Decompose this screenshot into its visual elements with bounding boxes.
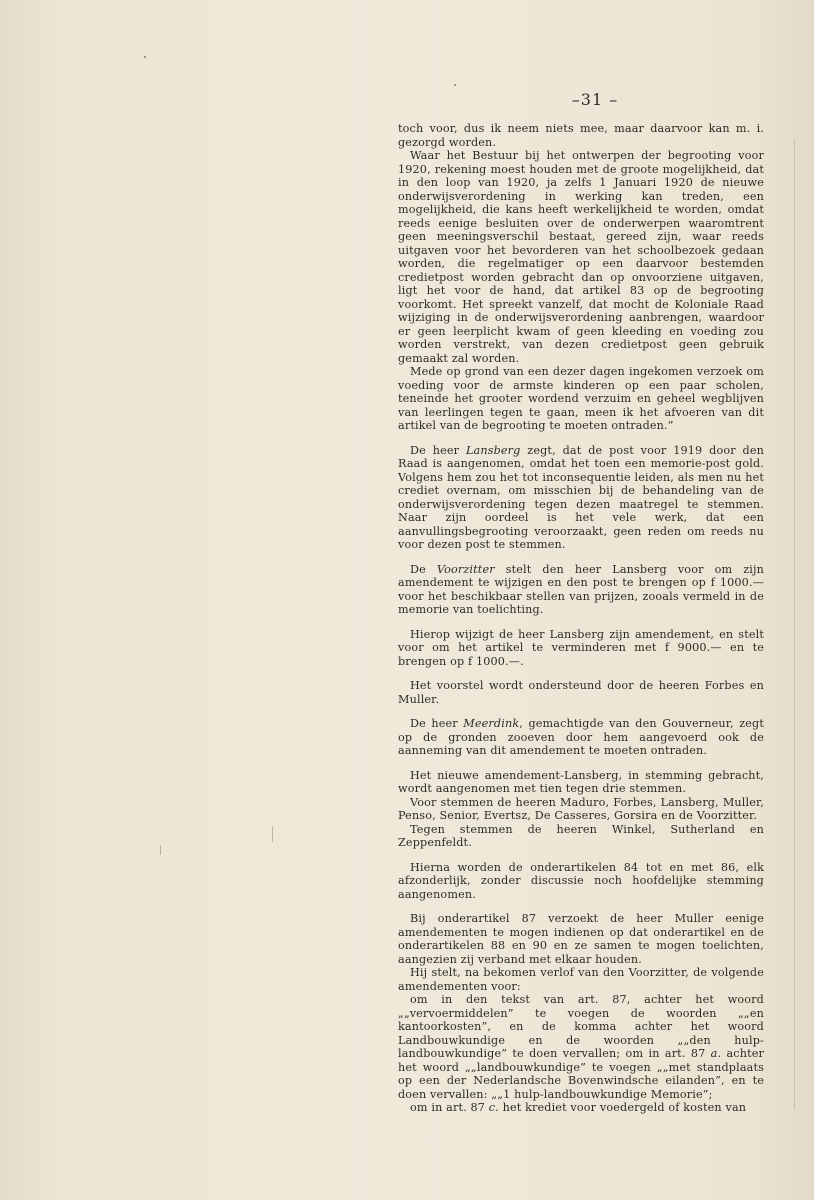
paragraph: Voor stemmen de heeren Maduro, Forbes, Lansberg, Muller, Penso, Senior, Evertsz, De Casseres, Gorsira en de Voorzitter. xyxy=(398,795,764,822)
paragraph: Het nieuwe amendement-Lansberg, in stemming gebracht, wordt aangenomen met tien tegen drie stemmen. xyxy=(398,768,764,795)
page-edge-shadow xyxy=(794,140,795,1110)
page-number: –31 – xyxy=(571,90,619,109)
paragraph: De Voorzitter stelt den heer Lansberg voor om zijn amendement te wijzigen en den post te brengen op f 1000.— voor het beschikbaar stellen van prijzen, zooals vermeld in de memorie van toelichting. xyxy=(398,562,764,616)
speaker-name: Voorzitter xyxy=(436,562,495,576)
speaker-name: Meerdink xyxy=(463,717,520,730)
paper-mark xyxy=(160,845,161,855)
paragraph: De heer Lansberg zegt, dat de post voor 1919 door den Raad is aangenomen, omdat het toen een memorie-post gold. Volgens hem zou het tot inconsequentie leiden, als men nu het crediet overnam, om misschien bij de behandeling van de onderwijsverordening tegen dezen maatregel te stemmen. Naar zijn oordeel is het vele werk, dat een aanvullingsbegrooting veroorzaakt, geen reden om reeds nu voor dezen post te stemmen. xyxy=(398,443,764,551)
paragraph: Mede op grond van een dezer dagen ingekomen verzoek om voeding voor de armste kinderen op een paar scholen, teneinde het grooter wordend verzuim en geheel wegblijven van leerlingen tegen te gaan, meen ik het afvoeren van dit artikel van de begrooting te moeten ontraden.” xyxy=(398,365,764,432)
paragraph: Bij onderartikel 87 verzoekt de heer Muller eenige amendementen te mogen indienen op dat onderartikel en de onderartikelen 88 en 90 en ze samen te mogen toelichten, aangezien zij verband met elkaar houden. xyxy=(398,912,764,966)
speaker-name: Lansberg xyxy=(465,443,521,457)
paragraph: Hij stelt, na bekomen verlof van den Voorzitter, de volgende amendementen voor: xyxy=(398,966,764,993)
paragraph: Hierop wijzigt de heer Lansberg zijn amendement, en stelt voor om het artikel te verminderen met f 9000.— en te brengen op f 1000.—. xyxy=(398,627,764,668)
paragraph: Waar het Bestuur bij het ontwerpen der begrooting voor 1920, rekening moest houden met de groote mogelijkheid, dat in den loop van 1920, ja zelfs 1 Januari 1920 de nieuwe onderwijsverordening in werking kan treden, een mogelijkheid, die kans heeft werkelijkheid te worden, omdat reeds eenige besluiten over de onderwerpen waaromtrent geen meeningsverschil bestaat, gereed zijn, waar reeds uitgaven voor het bevorderen van het schoolbezoek gedaan worden, die regelmatiger op een daarvoor bestemden credietpost worden gebracht dan op onvoorziene uitgaven, ligt het voor de hand, dat artikel 83 op de begrooting voorkomt. Het spreekt vanzelf, dat mocht de Koloniale Raad wijziging in de onderwijsverordening aanbrengen, waardoor er geen leerplicht kwam of geen kleeding en voeding zou worden verstrekt, van dezen credietpost geen gebruik gemaakt zal worden. xyxy=(398,149,764,365)
speck xyxy=(144,56,146,58)
paragraph: De heer Meerdink, gemachtigde van den Gouverneur, zegt op de gronden zooeven door hem aangevoerd ook de aanneming van dit amendement te moeten ontraden. xyxy=(398,717,765,757)
paragraph: Hierna worden de onderartikelen 84 tot en met 86, elk afzonderlijk, zonder discussie noch hoofdelijke stemming aangenomen. xyxy=(398,860,764,901)
paper-mark xyxy=(272,826,273,842)
paragraph: Het voorstel wordt ondersteund door de heeren Forbes en Muller. xyxy=(398,679,764,706)
paragraph: toch voor, dus ik neem niets mee, maar daarvoor kan m. i. gezorgd worden. xyxy=(398,122,764,149)
text-column xyxy=(398,122,764,1115)
paragraph: om in art. 87 c. het krediet voor voedergeld of kosten van xyxy=(410,1101,747,1114)
paragraph: Tegen stemmen de heeren Winkel, Sutherland en Zeppenfeldt. xyxy=(398,822,764,849)
paragraph: om in den tekst van art. 87, achter het woord „„vervoermiddelen” te voegen de woorden „„en kantoorkosten”, en de komma achter het woord Landbouwkundige en de woorden „„den hulp-landbouwkundige” te doen vervallen; om in art. 87 a. achter het woord „„landbouwkundige” te voegen „„met standplaats op een der Nederlandsche Bovenwindsche eilanden”, en te doen vervallen: „„1 hulp-landbouwkundige Memorie”; xyxy=(398,993,764,1101)
speck xyxy=(454,84,456,86)
